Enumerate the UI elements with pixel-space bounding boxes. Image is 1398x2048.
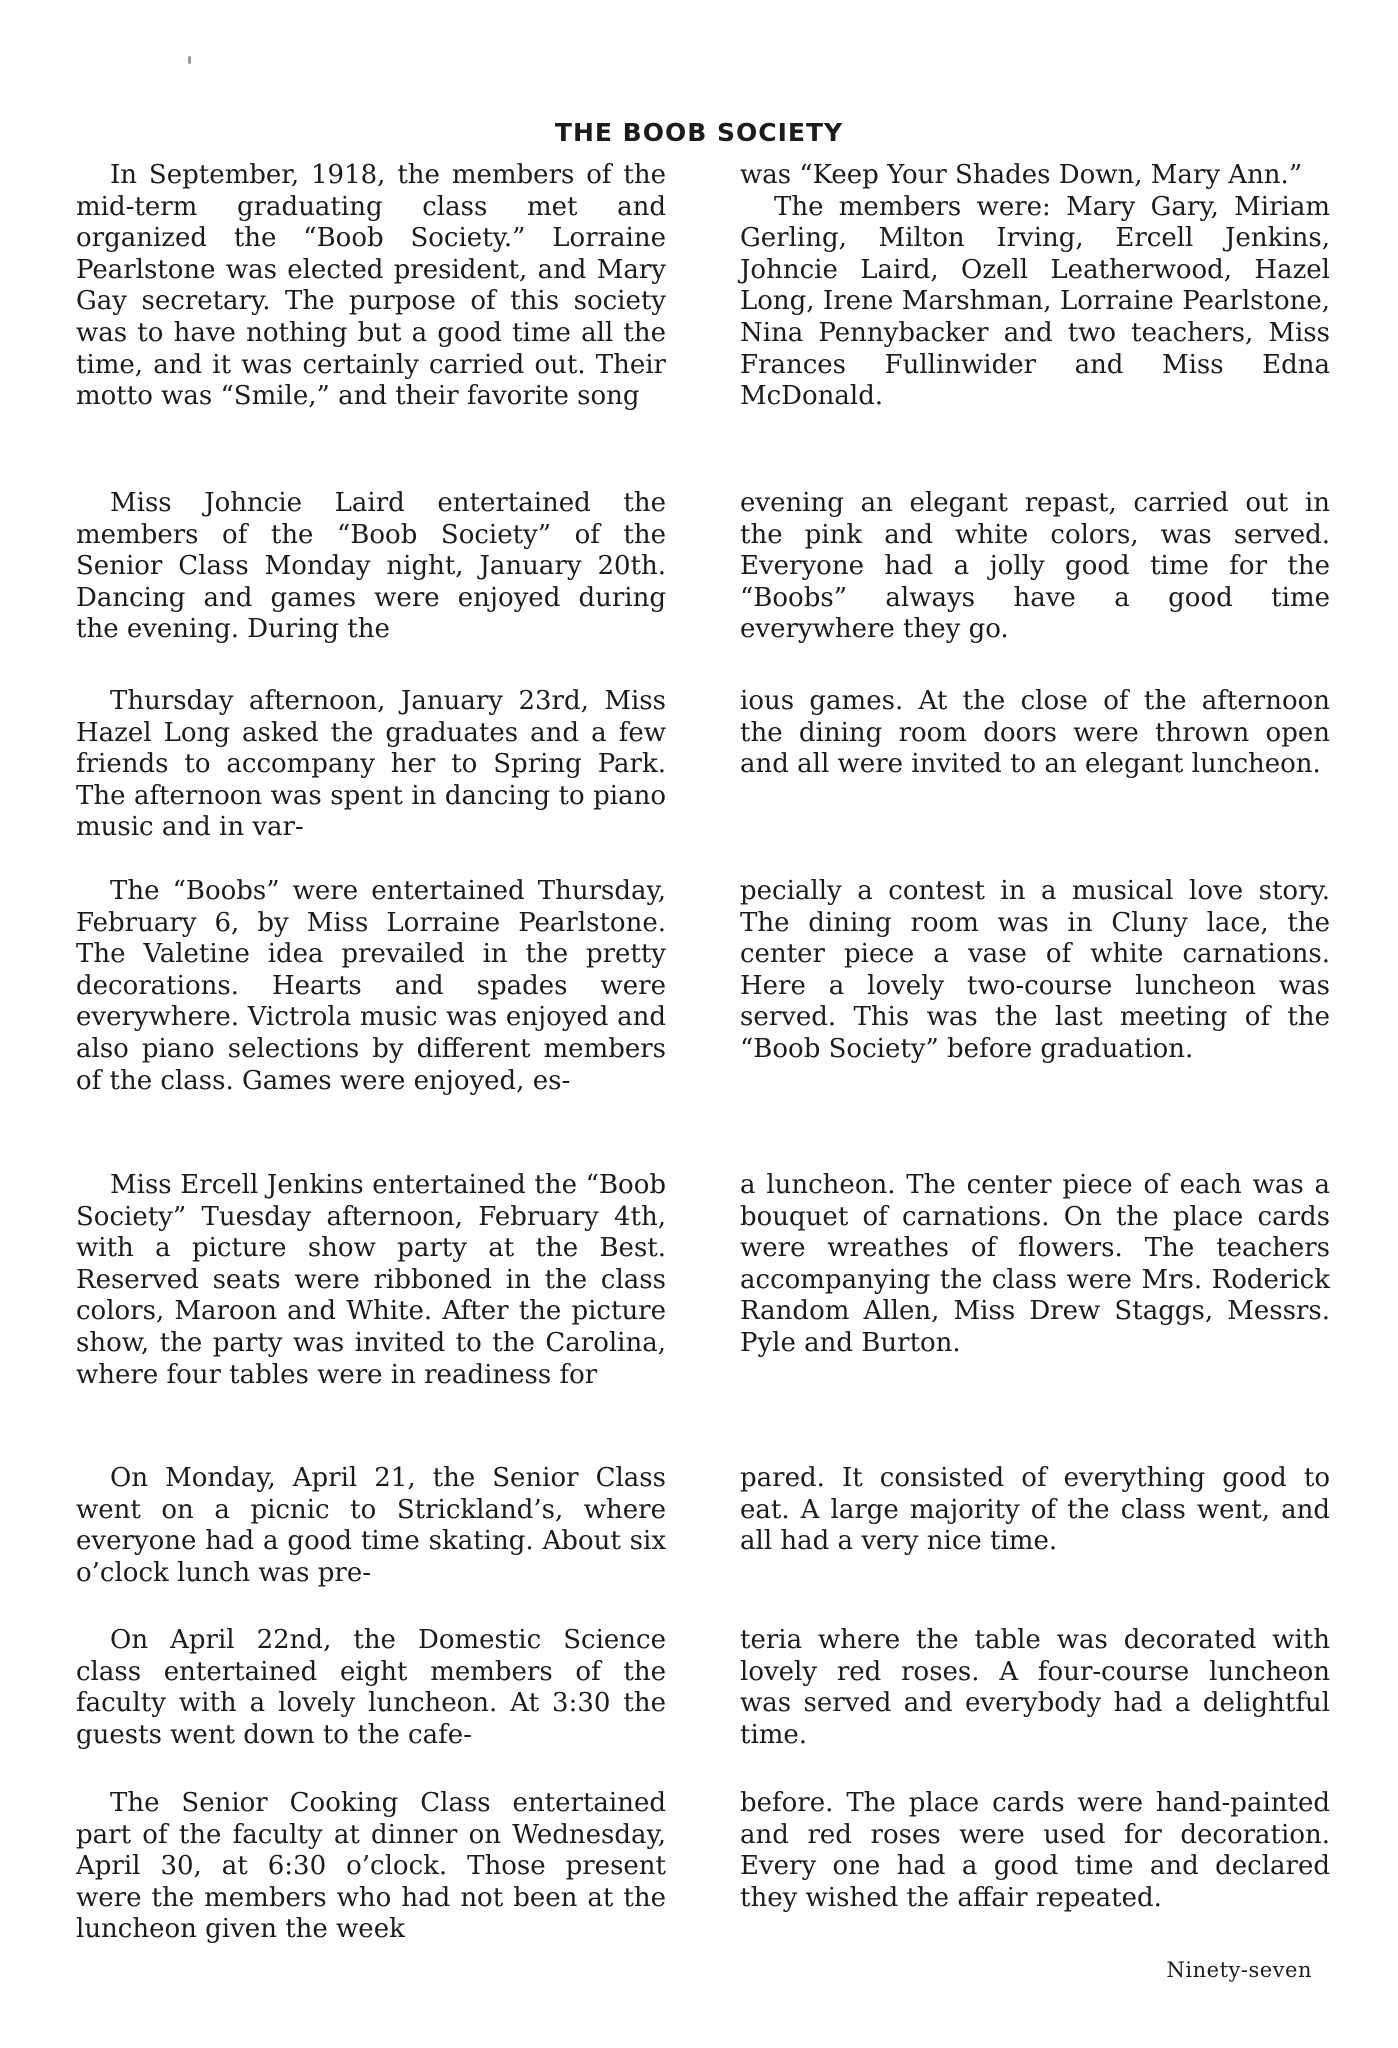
- paragraph-continuation: evening an elegant repast, carried out in the pink and white colors, was served. Everyone had a jolly good time for the “Boobs” always have a good time everywhere they go.: [740, 488, 1330, 645]
- paragraph-text: Miss Ercell Jenkins entertained the “Boob Society” Tuesday afternoon, February 4th, with a picture show party at the Best. Reserved seats were ribboned in the class colors, Maroon and White. After the picture show, the party was invited to the Carolina, where four tables were in readiness for: [76, 1170, 666, 1390]
- paper-speck: [188, 56, 191, 64]
- paragraph-text: On Monday, April 21, the Senior Class went on a picnic to Strickland’s, where everyone had a good time skating. About six o’clock lunch was pre-: [76, 1463, 666, 1588]
- paragraph-continuation: a luncheon. The center piece of each was a bouquet of carnations. On the place cards were wreathes of flowers. The teachers accompanying the class were Mrs. Roderick Random Allen, Miss Drew Staggs, Messrs. Pyle and Burton.: [740, 1170, 1330, 1358]
- paragraph-continuation: pecially a contest in a musical love story. The dining room was in Cluny lace, the center piece a vase of white carnations. Here a lovely two-course luncheon was served. This was the last meeting of the “Boob Society” before graduation.: [740, 876, 1330, 1064]
- paragraph-text: Thursday afternoon, January 23rd, Miss Hazel Long asked the graduates and a few friends to accompany her to Spring Park. The afternoon was spent in dancing to piano music and in var-: [76, 686, 666, 843]
- right-column: [740, 686, 1330, 889]
- paragraph-text: In September, 1918, the members of the mid-term graduating class met and organized the “Boob Society.” Lorraine Pearlstone was elected president, and Mary Gay secretary. The purpose of this society was to have nothing but a good time all the time, and it was certainly carried out. Their motto was “Smile,” and their favorite song: [76, 160, 666, 412]
- paragraph-block-3: [76, 686, 1330, 889]
- paragraph-continuation: ious games. At the close of the afternoon the dining room doors were thrown open and all were invited to an elegant luncheon.: [740, 686, 1330, 780]
- right-column: [740, 1170, 1330, 1466]
- right-column: [740, 488, 1330, 681]
- paragraph-text: The Senior Cooking Class entertained part of the faculty at dinner on Wednesday, April 30, at 6:30 o’clock. Those present were the members who had not been at the luncheon given the week: [76, 1788, 666, 1945]
- paragraph-block-1: [76, 160, 1330, 490]
- left-column: [76, 1170, 666, 1466]
- paragraph-block-8: [76, 1788, 1330, 1968]
- members-list: The members were: Mary Gary, Miriam Gerling, Milton Irving, Ercell Jenkins, Johncie Laird, Ozell Leatherwood, Hazel Long, Irene Marshman, Lorraine Pearlstone, Nina Pennybacker and two teachers, Miss Frances Fullinwider and Miss Edna McDonald.: [740, 191, 1330, 412]
- paragraph-block-5: [76, 1170, 1330, 1466]
- paragraph-continuation: pared. It consisted of everything good to eat. A large majority of the class went, and all had a very nice time.: [740, 1463, 1330, 1557]
- right-column: [740, 1463, 1330, 1623]
- left-column: [76, 876, 666, 1168]
- left-column: [76, 488, 666, 681]
- paragraph-continuation: was “Keep Your Shades Down, Mary Ann.”: [740, 160, 1303, 190]
- paragraph-block-6: [76, 1463, 1330, 1623]
- left-column: [76, 1625, 666, 1790]
- paragraph-text: The “Boobs” were entertained Thursday, February 6, by Miss Lorraine Pearlstone. The Valetine idea prevailed in the pretty decorations. Hearts and spades were everywhere. Victrola music was enjoyed and also piano selections by different members of the class. Games were enjoyed, es-: [76, 876, 666, 1096]
- left-column: [76, 160, 666, 490]
- paragraph-text: Miss Johncie Laird entertained the members of the “Boob Society” of the Senior Class Monday night, January 20th. Dancing and games were enjoyed during the evening. During the: [76, 488, 666, 645]
- right-column: [740, 1788, 1330, 1968]
- left-column: [76, 1463, 666, 1623]
- paragraph-block-2: [76, 488, 1330, 681]
- paragraph-text: On April 22nd, the Domestic Science class entertained eight members of the faculty with a lovely luncheon. At 3:30 the guests went down to the cafe-: [76, 1625, 666, 1750]
- paragraph-continuation: before. The place cards were hand-painted and red roses were used for decoration. Every one had a good time and declared they wished the affair repeated.: [740, 1788, 1330, 1913]
- right-column: [740, 1625, 1330, 1790]
- paragraph-block-7: [76, 1625, 1330, 1790]
- right-column: [740, 876, 1330, 1168]
- left-column: [76, 686, 666, 889]
- right-column: [740, 160, 1330, 490]
- page-title: [0, 118, 1398, 147]
- paragraph-block-4: [76, 876, 1330, 1168]
- left-column: [76, 1788, 666, 1968]
- page-number: Ninety-seven: [1166, 1958, 1312, 1982]
- page-title-text: THE BOOB SOCIETY: [554, 118, 844, 147]
- paragraph-continuation: teria where the table was decorated with lovely red roses. A four-course luncheon was served and everybody had a delightful time.: [740, 1625, 1330, 1750]
